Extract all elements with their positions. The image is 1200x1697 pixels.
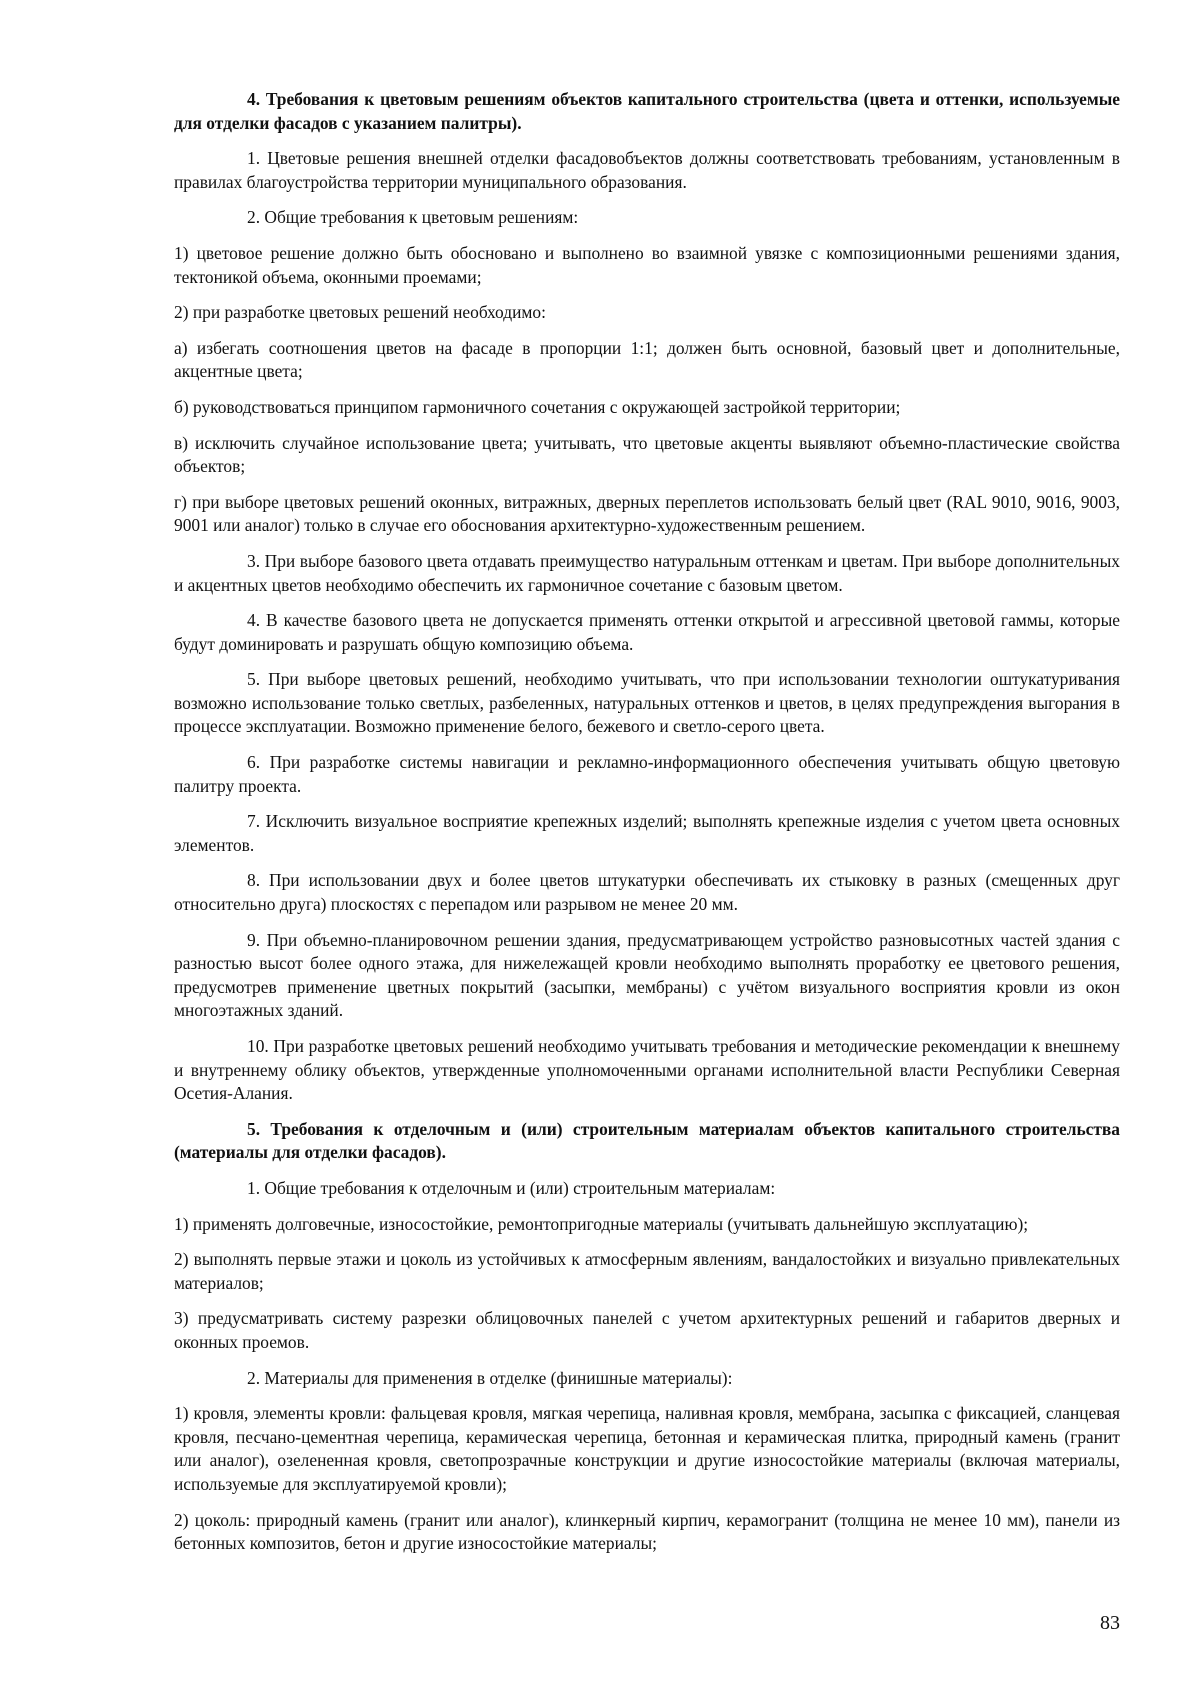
list-item: 3) предусматривать систему разрезки облицовочных панелей с учетом архитектурных решений и габаритов дверных и оконных проемов. bbox=[174, 1308, 1120, 1352]
list-item: 2) выполнять первые этажи и цоколь из устойчивых к атмосферным явлениям, вандалостойких и визуально привлекательных материалов; bbox=[174, 1249, 1120, 1293]
list-item: 2) цоколь: природный камень (гранит или аналог), клинкерный кирпич, керамогранит (толщина не менее 10 мм), панели из бетонных композитов, бетон и другие износостойкие материалы; bbox=[174, 1509, 1120, 1554]
list-item: 1) применять долговечные, износостойкие, ремонтопригодные материалы (учитывать дальнейшую эксплуатацию); bbox=[174, 1213, 1029, 1234]
paragraph: 9. При объемно-планировочном решении здания, предусматривающем устройство разновысотных частей здания с разностью высот более одного этажа, для нижележащей кровли необходимо выполнять проработку ее цветового решения, предусмотрев применение цветных покрытий (засыпки, мембраны) с учётом визуального восприятия кровли из окон многоэтажных зданий. bbox=[174, 929, 1120, 1021]
paragraph: 1. Общие требования к отделочным и (или) строительным материалам: bbox=[247, 1177, 776, 1198]
list-item: в) исключить случайное использование цвета; учитывать, что цветовые акценты выявляют объемно-пластические свойства объектов; bbox=[174, 432, 1120, 477]
page-number: 83 bbox=[1100, 1612, 1120, 1634]
paragraph: 2. Общие требования к цветовым решениям: bbox=[247, 207, 579, 228]
paragraph: 8. При использовании двух и более цветов штукатурки обеспечивать их стыковку в разных (смещенных друг относительно друга) плоскостях с перепадом или разрывом не менее 20 мм. bbox=[174, 870, 1120, 915]
section-5-heading: 5. Требования к отделочным и (или) строительным материалам объектов капитального строительства (материалы для отделки фасадов). bbox=[174, 1118, 1120, 1163]
list-item: а) избегать соотношения цветов на фасаде в пропорции 1:1; должен быть основной, базовый цвет и дополнительные, акцентные цвета; bbox=[174, 337, 1120, 382]
paragraph: 10. При разработке цветовых решений необходимо учитывать требования и методические рекомендации к внешнему и внутреннему облику объектов, утвержденные уполномоченными органами исполнительной власти Республики Северная Осетия-Алания. bbox=[174, 1036, 1120, 1104]
paragraph: 7. Исключить визуальное восприятие крепежных изделий; выполнять крепежные изделия с учетом цвета основных элементов. bbox=[174, 811, 1120, 855]
paragraph: 5. При выборе цветовых решений, необходимо учитывать, что при использовании технологии оштукатуривания возможно использование только светлых, разбеленных, натуральных оттенков и цветов, в целях предупреждения выгорания в процессе эксплуатации. Возможно применение белого, бежевого и светло-серого цвета. bbox=[174, 669, 1120, 737]
paragraph: 1. Цветовые решения внешней отделки фасадовобъектов должны соответствовать требованиям, установленным в правилах благоустройства территории муниципального образования. bbox=[174, 148, 1120, 192]
section-4-heading: 4. Требования к цветовым решениям объектов капитального строительства (цвета и оттенки, используемые для отделки фасадов с указанием палитры). bbox=[174, 89, 1120, 133]
paragraph: 4. В качестве базового цвета не допускается применять оттенки открытой и агрессивной цветовой гаммы, которые будут доминировать и разрушать общую композицию объема. bbox=[174, 610, 1120, 654]
list-item: г) при выборе цветовых решений оконных, витражных, дверных переплетов использовать белый цвет (RAL 9010, 9016, 9003, 9001 или аналог) только в случае его обоснования архитектурно-художественным решением. bbox=[174, 491, 1120, 536]
list-item: 1) цветовое решение должно быть обосновано и выполнено во взаимной увязке с композиционными решениями здания, тектоникой объема, оконными проемами; bbox=[174, 242, 1120, 287]
document-page bbox=[174, 88, 1120, 1568]
paragraph: 2. Материалы для применения в отделке (финишные материалы): bbox=[247, 1367, 733, 1388]
paragraph: 6. При разработке системы навигации и рекламно-информационного обеспечения учитывать общую цветовую палитру проекта. bbox=[174, 752, 1120, 796]
list-item: 2) при разработке цветовых решений необходимо: bbox=[174, 302, 546, 323]
list-item: 1) кровля, элементы кровли: фальцевая кровля, мягкая черепица, наливная кровля, мембрана, засыпка с фиксацией, сланцевая кровля, песчано-цементная черепица, керамическая черепица, бетонная и керамическая плитка, природный камень (гранит или аналог), озелененная кровля, светопрозрачные конструкции и другие износостойкие материалы (включая материалы, используемые для эксплуатируемой кровли); bbox=[174, 1403, 1120, 1494]
paragraph: 3. При выборе базового цвета отдавать преимущество натуральным оттенкам и цветам. При выборе дополнительных и акцентных цветов необходимо обеспечить их гармоничное сочетание с базовым цветом. bbox=[174, 550, 1120, 595]
list-item: б) руководствоваться принципом гармоничного сочетания с окружающей застройкой территории; bbox=[174, 396, 901, 417]
